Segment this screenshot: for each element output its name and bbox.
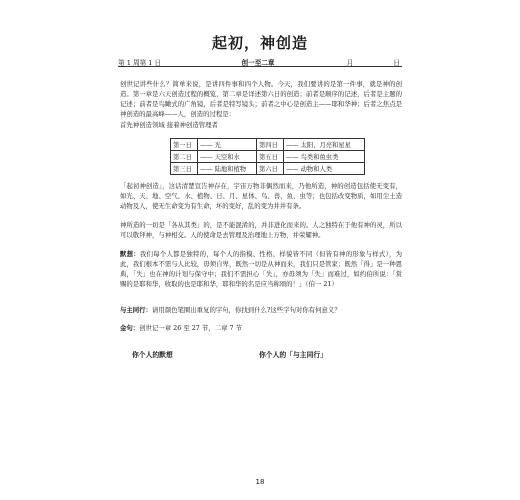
creation-summary: 首先神创造领域 接着神创造管理者	[120, 121, 218, 129]
meditation-label: 默想：	[120, 250, 140, 258]
walk-text: 请用颜色笔圈出重复的字句，你找到什么?这些字句对你有何意义？	[151, 306, 341, 314]
table-row	[171, 151, 365, 163]
header-divider	[118, 66, 402, 67]
creation-paragraph: 「起初神创造」，这话清楚宣告神存在，宇宙万物非偶然而来，乃他所造，神的创造包括使无变有，如光、天、地、空气、水、植物、日、月、星体、鸟、兽、鱼、虫等；也包括改变物质，如用尘土造动物及人，使无生命变为有生命，坏的变好，乱的变为井井有条。	[120, 182, 402, 210]
meditation-paragraph	[120, 249, 402, 289]
golden-verse-paragraph	[120, 323, 402, 333]
table-row	[171, 163, 365, 175]
day-cell: 第五日	[257, 151, 284, 163]
page-number: 18	[255, 478, 265, 486]
creation-days-table	[170, 138, 365, 175]
passage-label: 创一至二章	[241, 59, 275, 67]
kinds-paragraph: 神所造的一切是「各从其类」的，是不能混淆的，并非进化而来的。人之独特在于他有神的灵，所以可以敬拜神，与神相交。人的使命是去管理及治理地上万物，并荣耀神。	[120, 221, 402, 239]
golden-verse-label: 金句：	[120, 324, 140, 332]
intro-paragraph: 创世记讲些什么？简单来说，是讲四件事和四个人物。今天，我们要讲的是第一件事，就是神的创造。第一章是六天创造过程的概览，第二章是详述第六日的创造；前者是顺序的记述，后者是主题的记述；前者是鸟瞰式的广角镜，后者是特写镜头；前者之中心是创造主——耶和华神；后者之焦点是神创造的最高峰——人，创造的过程是：	[120, 80, 402, 118]
day-cell: 第三日	[171, 163, 198, 175]
creation-cell: —— 动物和人类	[284, 163, 365, 175]
day-cell: 第一日	[171, 139, 198, 151]
day-cell: 第六日	[257, 163, 284, 175]
creation-cell: —— 陆地和植物	[198, 163, 257, 175]
day-label: 日	[393, 59, 400, 67]
creation-cell: —— 太阳、月亮和星星	[284, 139, 365, 151]
creation-cell: —— 天空和水	[198, 151, 257, 163]
day-cell: 第四日	[257, 139, 284, 151]
walk-label: 与主同行：	[120, 306, 152, 314]
table-row	[171, 139, 365, 151]
creation-cell: —— 光	[198, 139, 257, 151]
month-label: 月	[346, 59, 354, 67]
personal-walk-heading: 你个人的「与主同行」	[259, 351, 327, 359]
walk-with-lord-paragraph	[120, 305, 402, 315]
page-title: 起初，神创造	[211, 34, 308, 52]
personal-meditation-heading: 你个人的默想	[132, 351, 173, 359]
week-day-label: 第 1 周第 1 日	[118, 59, 162, 67]
day-cell: 第二日	[171, 151, 198, 163]
golden-verse-text: 创世记一章 26 至 27 节，二章 7 节	[139, 324, 242, 332]
meditation-text: 我们每个人都是独特的，每个人的指模、性格、样貌皆不同（但皆有神的形象与样式），为此，我们根本不需与人比较，毋须自卑，既然一切是从神而来，我们只是管家；既然「得」是一种恩典，「失」也在神的计划与保守中；我们不需担心「失」，亦毋须为「失」而难过，如约伯所说：「赏赐的是耶和华，收取的也是耶和华，耶和华的名是应当称颂的！」（伯一 21）	[120, 250, 402, 288]
creation-cell: —— 鸟类和鱼虫类	[284, 151, 365, 163]
